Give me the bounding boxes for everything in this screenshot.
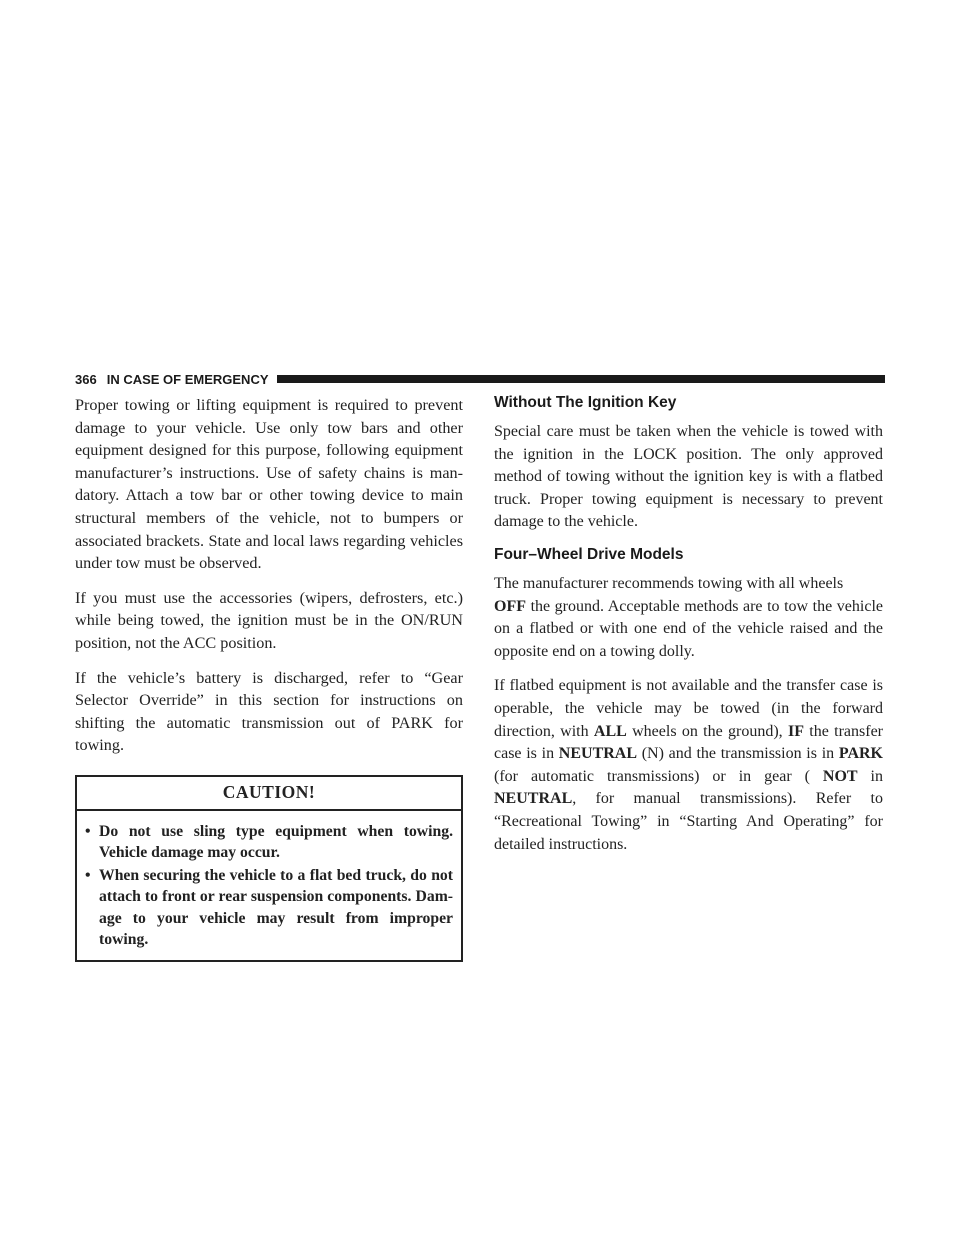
emphasis-off: OFF: [494, 597, 526, 615]
caution-item: [85, 865, 453, 951]
text-run: in: [857, 767, 883, 785]
flatbed-unavailable-paragraph: [494, 675, 883, 856]
emphasis-not: NOT: [822, 767, 858, 785]
caution-list: [77, 811, 461, 960]
text-run: wheels on the ground),: [626, 722, 788, 740]
emphasis-all: ALL: [593, 722, 627, 740]
caution-item-text: Do not use sling type equipment when towing. Vehicle damage may occur.: [99, 822, 453, 862]
text-run: (for automatic transmissions) or in gear (: [494, 767, 823, 785]
left-column: [75, 394, 463, 962]
emphasis-neutral-2: NEUTRAL: [494, 790, 573, 808]
text-run: If flatbed equipment is not available and the transfer case is operable, the vehicle may be towed (in the forward direction, with: [494, 677, 883, 740]
caution-box: [75, 775, 463, 962]
without-ignition-key-heading: Without The Ignition Key: [494, 394, 677, 411]
caution-title: CAUTION!: [77, 777, 461, 811]
text-run: The manufacturer recommends towing with all wheels: [494, 574, 844, 592]
caution-item: [85, 821, 453, 864]
text-run: (N) and the transmission is in: [637, 745, 839, 763]
section-title: IN CASE OF EMERGENCY: [106, 371, 269, 387]
battery-paragraph: If the vehicle’s battery is discharged, refer to “Gear Selector Override” in this section for instructions on shifting the automatic transmission out of PARK for towing.: [75, 668, 463, 755]
accessories-paragraph: If you must use the accessories (wipers, defrosters, etc.) while being towed, the ignition must be in the ON/RUN position, not the ACC position.: [75, 588, 463, 652]
page-number: 366: [75, 371, 97, 387]
text-run: the transfer case is in: [494, 722, 883, 763]
caution-item-text: When securing the vehicle to a flat bed truck, do not attach to front or rear suspension components. Damage to your vehicle may result from improper towing.: [99, 866, 453, 949]
page-header: [75, 369, 885, 389]
right-column: [494, 394, 883, 868]
emphasis-if: IF: [787, 722, 804, 740]
bullet-icon: •: [85, 822, 91, 840]
bullet-icon: •: [85, 866, 91, 884]
text-run: the ground. Acceptable methods are to tow the vehicle on a flatbed or with one end of the vehicle raised and the opposite end on a towing dolly.: [494, 597, 883, 660]
header-rule: [277, 375, 886, 383]
towing-equipment-paragraph: Proper towing or lifting equipment is required to prevent damage to your vehicle. Use only tow bars and other equipment designed for this purpose, following equipment manufacturer’s instructions. Use of safety chains is mandatory. Attach a tow bar or other towing device to main structural members of the vehicle, not to bumpers or associated brackets. State and local laws regarding vehicles under tow must be observed.: [75, 396, 463, 573]
emphasis-neutral: NEUTRAL: [558, 745, 638, 763]
four-wheel-drive-heading: Four–Wheel Drive Models: [494, 545, 684, 563]
text-run: , for manual transmissions). Refer to “Recreational Towing” in “Starting And Operating” for detailed instructions.: [494, 790, 883, 853]
four-wheel-drive-paragraph: [494, 573, 883, 663]
emphasis-park: PARK: [838, 745, 883, 763]
without-ignition-key-paragraph: Special care must be taken when the vehicle is towed with the ignition in the LOCK position. The only approved method of towing without the ignition key is with a flatbed truck. Proper towing equipment is necessary to prevent damage to the vehicle.: [494, 423, 883, 531]
